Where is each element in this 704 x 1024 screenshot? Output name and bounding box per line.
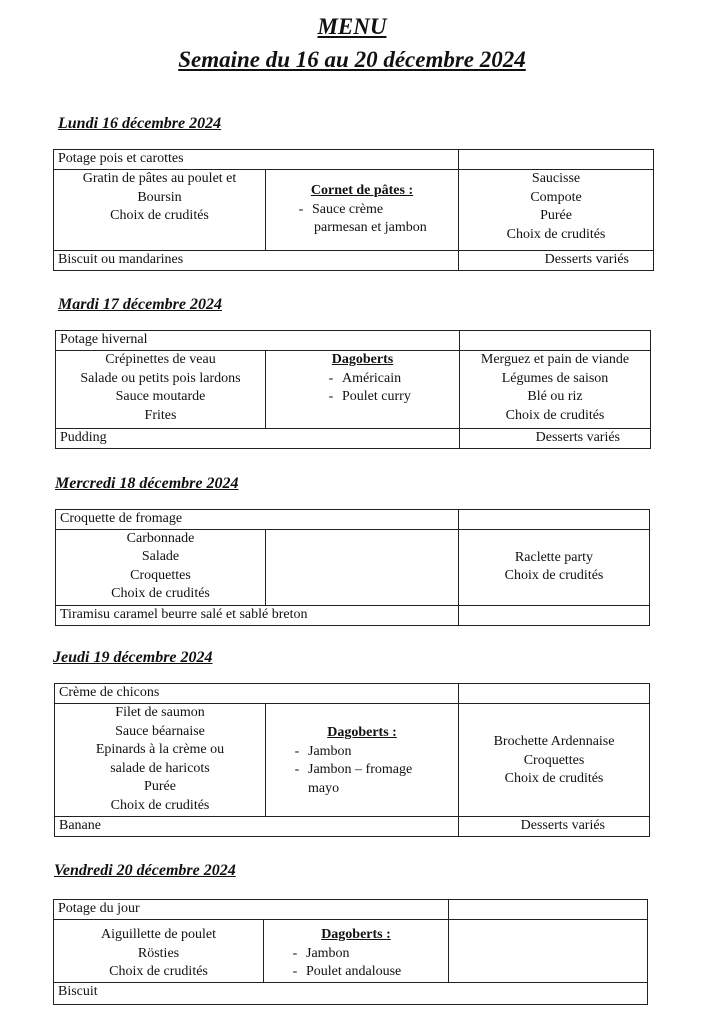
main-dish-cell-2 bbox=[266, 704, 459, 817]
dish-heading: Dagoberts : bbox=[327, 725, 397, 740]
day-title-wednesday: Mercredi 18 décembre 2024 bbox=[55, 475, 239, 492]
dish-line: Brochette Ardennaise bbox=[493, 734, 615, 749]
dessert-left-cell bbox=[54, 983, 648, 1005]
dish-line: Frites bbox=[144, 407, 177, 423]
soup-text: Potage hivernal bbox=[60, 332, 148, 347]
bullet-text: Poulet andalouse bbox=[306, 964, 402, 979]
soup-text: Crème de chicons bbox=[59, 685, 160, 700]
soup-text: Croquette de fromage bbox=[60, 511, 183, 526]
bullet-text: Américain bbox=[342, 370, 402, 386]
dish-line: Compote bbox=[530, 189, 582, 205]
dessert-left-cell bbox=[56, 605, 459, 625]
menu-table-friday bbox=[53, 899, 648, 1005]
day-title-monday: Lundi 16 décembre 2024 bbox=[58, 115, 222, 132]
dash-icon: - bbox=[328, 389, 334, 404]
main-dish-cell-1 bbox=[54, 170, 266, 251]
dish-line: Purée bbox=[144, 779, 176, 794]
bullet-text: Sauce crème bbox=[312, 201, 384, 217]
dessert-right-text: Desserts variés bbox=[544, 252, 630, 267]
dish-line: Crépinettes de veau bbox=[105, 352, 216, 367]
day-title-tuesday: Mardi 17 décembre 2024 bbox=[58, 296, 222, 313]
dish-heading: Dagoberts bbox=[331, 352, 394, 367]
bullet-item bbox=[268, 945, 444, 964]
dish-line: Choix de crudités bbox=[111, 586, 210, 601]
bullet-text: Jambon bbox=[308, 743, 352, 759]
main-dish-cell-3 bbox=[459, 529, 650, 605]
soup-text: Potage pois et carottes bbox=[58, 151, 184, 166]
main-dish-cell-2 bbox=[264, 920, 449, 983]
dessert-left-text: Tiramisu caramel beurre salé et sablé breton bbox=[60, 606, 308, 622]
day-title-friday: Vendredi 20 décembre 2024 bbox=[54, 862, 236, 879]
dish-line: Gratin de pâtes au poulet et bbox=[82, 171, 237, 186]
dish-line: Choix de crudités bbox=[110, 797, 210, 813]
empty-cell bbox=[459, 684, 650, 704]
dish-line: Blé ou riz bbox=[527, 389, 583, 404]
dish-heading: Cornet de pâtes : bbox=[310, 183, 414, 198]
dessert-right-cell bbox=[459, 251, 654, 271]
bullet-text: Poulet curry bbox=[342, 389, 411, 404]
dash-icon: - bbox=[328, 370, 334, 386]
dish-line: Salade ou petits pois lardons bbox=[80, 370, 241, 386]
dish-line: Choix de crudités bbox=[110, 208, 209, 223]
dish-line: Choix de crudités bbox=[504, 568, 604, 583]
bullet-item bbox=[268, 963, 444, 982]
main-dish-cell-2 bbox=[266, 351, 460, 429]
bullet-continuation: parmesan et jambon bbox=[314, 220, 427, 235]
empty-cell bbox=[449, 920, 648, 983]
dish-line: Raclette party bbox=[514, 549, 594, 565]
dish-line: Merguez et pain de viande bbox=[480, 352, 630, 367]
main-dish-cell-1 bbox=[56, 529, 266, 605]
dessert-left-cell bbox=[55, 817, 459, 837]
dish-line: salade de haricots bbox=[110, 760, 210, 776]
bullet-item bbox=[270, 743, 454, 762]
dash-icon: - bbox=[294, 743, 300, 759]
dish-line: Choix de crudités bbox=[506, 226, 606, 242]
dish-line: Sauce béarnaise bbox=[115, 723, 205, 739]
menu-table-monday bbox=[53, 149, 654, 271]
day-title-thursday: Jeudi 19 décembre 2024 bbox=[53, 649, 213, 666]
menu-table-wednesday bbox=[55, 509, 650, 626]
main-dish-cell-3 bbox=[460, 351, 651, 429]
bullet-item bbox=[270, 761, 454, 780]
dish-line: Epinards à la crème ou bbox=[95, 742, 225, 757]
dessert-left-text: Biscuit bbox=[58, 984, 98, 999]
dessert-left-cell bbox=[56, 429, 460, 449]
dessert-right-cell bbox=[459, 817, 650, 837]
bullet-continuation: mayo bbox=[308, 780, 340, 796]
menu-title: MENU bbox=[317, 14, 387, 39]
dessert-left-text: Banane bbox=[59, 818, 101, 833]
dish-line: Choix de crudités bbox=[504, 771, 604, 786]
empty-cell bbox=[459, 150, 654, 170]
bullet-item bbox=[270, 388, 455, 407]
dish-line: Purée bbox=[540, 208, 572, 223]
soup-cell bbox=[55, 684, 459, 704]
dessert-left-text: Biscuit ou mandarines bbox=[58, 252, 184, 267]
main-dish-cell-1 bbox=[56, 351, 266, 429]
dish-heading: Dagoberts : bbox=[321, 927, 391, 942]
dish-line: Choix de crudités bbox=[505, 407, 605, 423]
dish-line: Salade bbox=[141, 549, 180, 564]
empty-cell bbox=[266, 529, 459, 605]
dash-icon: - bbox=[292, 945, 298, 961]
dish-line: Filet de saumon bbox=[115, 705, 205, 720]
dish-line: Sauce moutarde bbox=[115, 389, 206, 404]
week-subtitle: Semaine du 16 au 20 décembre 2024 bbox=[178, 47, 526, 72]
dish-line: Aiguillette de poulet bbox=[100, 927, 217, 942]
main-dish-cell-3 bbox=[459, 170, 654, 251]
dash-icon: - bbox=[298, 201, 304, 217]
dish-line: Saucisse bbox=[531, 171, 581, 186]
bullet-text: Jambon bbox=[306, 945, 350, 961]
bullet-item bbox=[270, 370, 455, 389]
main-dish-cell-1 bbox=[54, 920, 264, 983]
dish-line: Carbonnade bbox=[126, 530, 195, 546]
main-dish-cell-1 bbox=[55, 704, 266, 817]
menu-table-tuesday bbox=[55, 330, 651, 449]
dish-line: Légumes de saison bbox=[501, 370, 609, 386]
soup-text: Potage du jour bbox=[58, 901, 140, 916]
dessert-right-text: Desserts variés bbox=[535, 430, 621, 445]
dessert-left-text: Pudding bbox=[60, 430, 107, 445]
dish-line: Boursin bbox=[137, 189, 182, 205]
dash-icon: - bbox=[294, 762, 300, 777]
empty-cell bbox=[459, 510, 650, 530]
dash-icon: - bbox=[292, 964, 298, 979]
soup-cell bbox=[54, 150, 459, 170]
dish-line: Croquettes bbox=[523, 752, 585, 768]
dish-line: Rösties bbox=[137, 945, 180, 961]
dessert-right-text: Desserts variés bbox=[520, 818, 606, 833]
dessert-right-cell bbox=[460, 429, 651, 449]
empty-cell bbox=[449, 900, 648, 920]
empty-cell bbox=[459, 605, 650, 625]
soup-cell bbox=[56, 510, 459, 530]
main-dish-cell-2 bbox=[266, 170, 459, 251]
menu-table-thursday bbox=[54, 683, 650, 837]
dish-line: Choix de crudités bbox=[109, 964, 208, 979]
bullet-text: Jambon – fromage bbox=[308, 762, 413, 777]
soup-cell bbox=[54, 900, 449, 920]
main-dish-cell-3 bbox=[459, 704, 650, 817]
bullet-item bbox=[270, 201, 454, 220]
dessert-left-cell bbox=[54, 251, 459, 271]
empty-cell bbox=[460, 331, 651, 351]
soup-cell bbox=[56, 331, 460, 351]
dish-line: Croquettes bbox=[130, 567, 191, 583]
